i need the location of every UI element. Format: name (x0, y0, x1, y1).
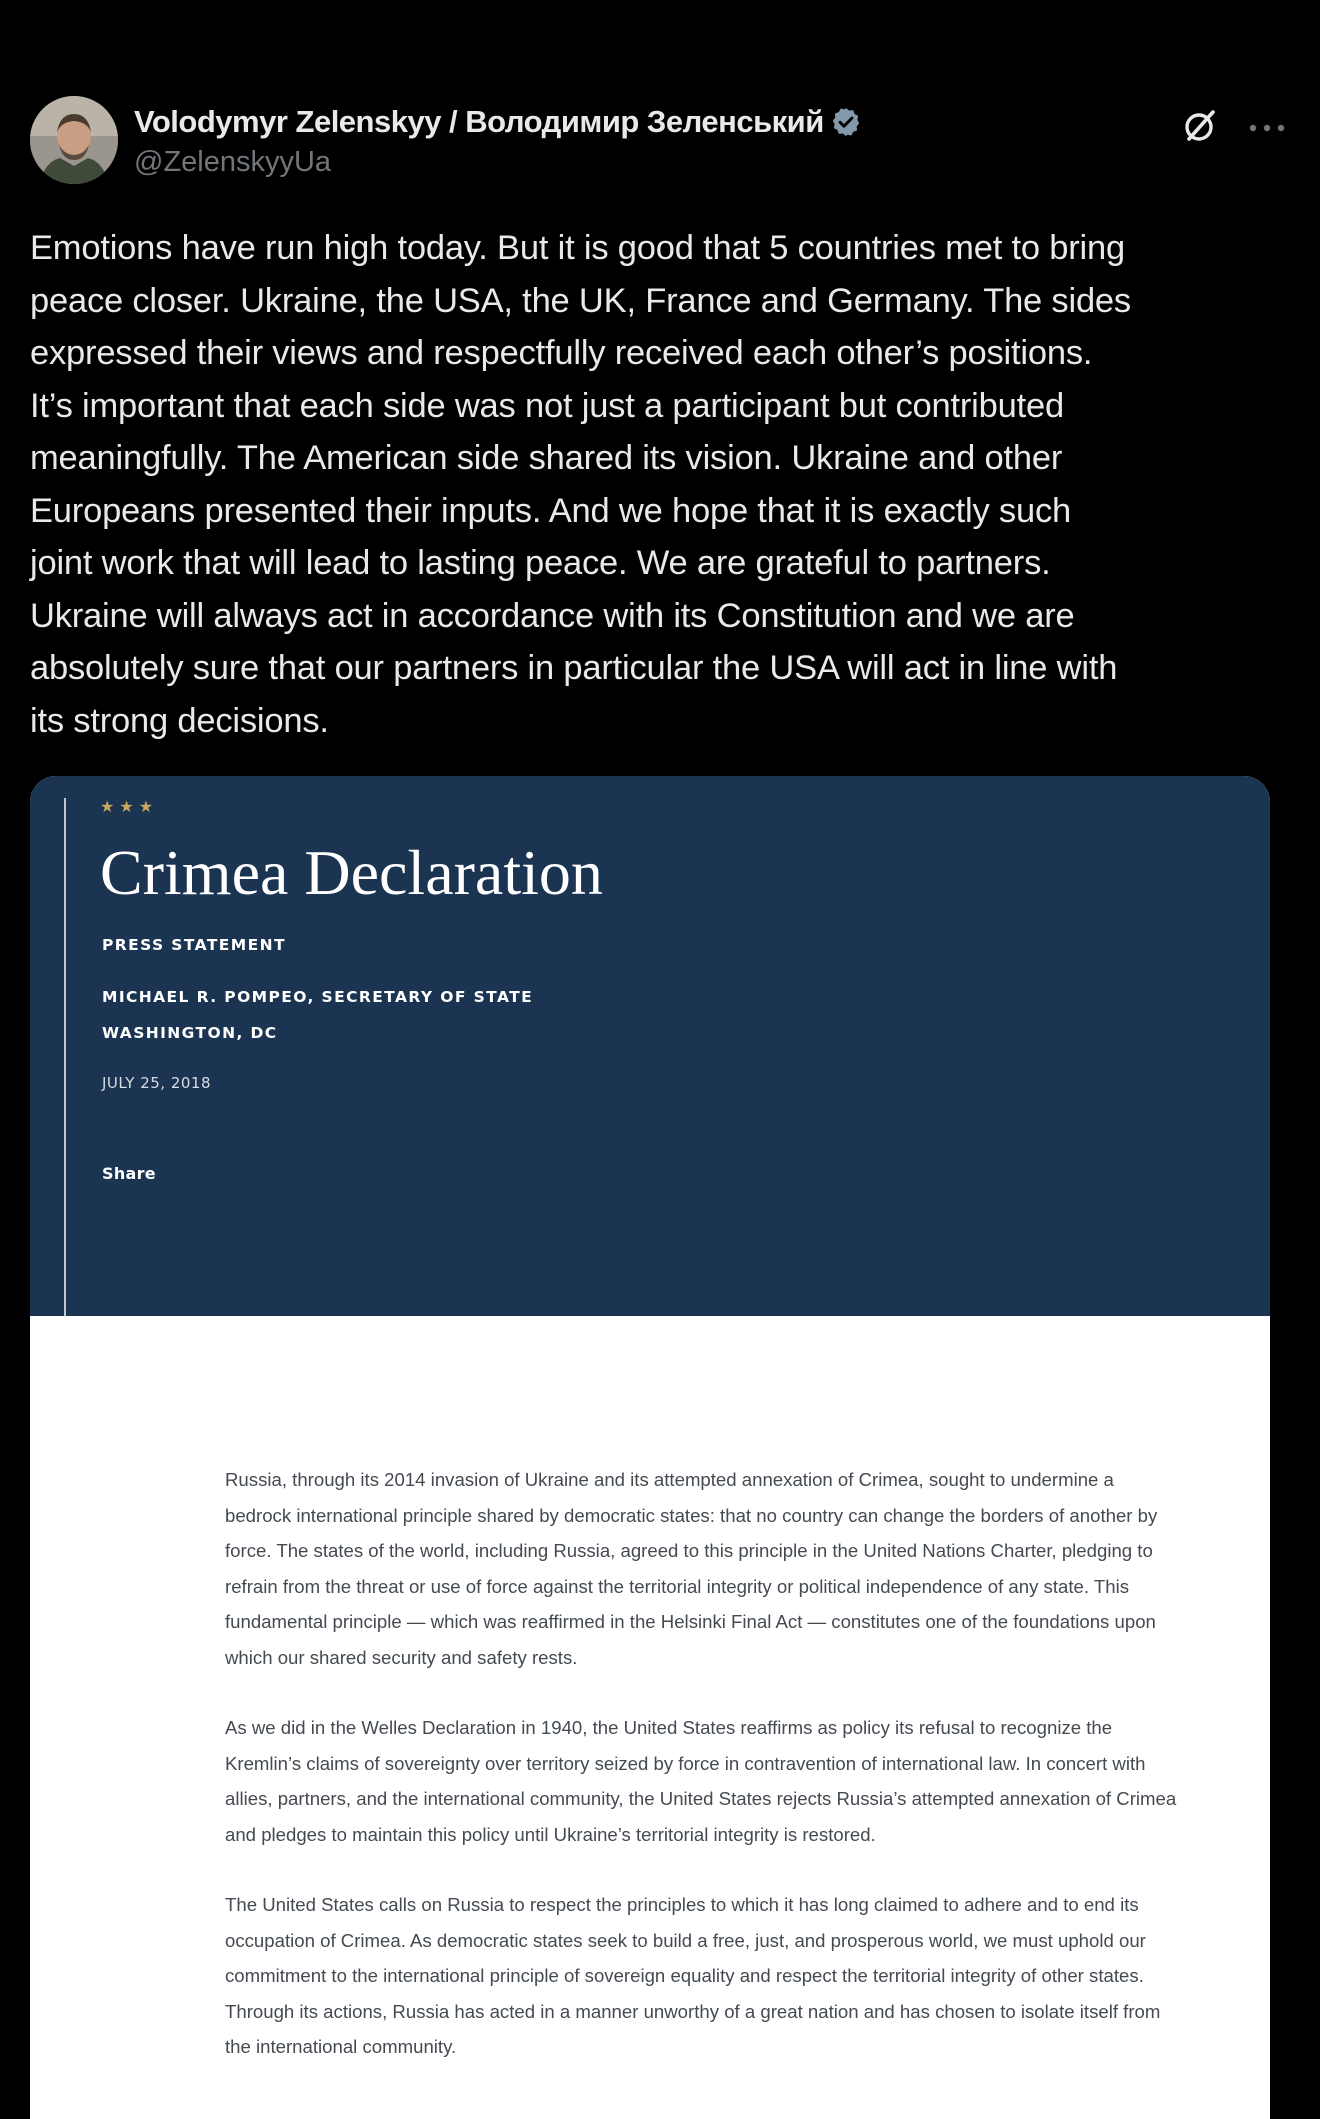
handle[interactable]: @ZelenskyyUa (134, 146, 332, 178)
tweet-media-image[interactable] (30, 776, 1270, 2119)
document-paragraph: The United States calls on Russia to respect the principles to which it has long claimed to adhere and to end its occupation of Crimea. As democratic states seek to build a free, just, and prosperous world, we must uphold our commitment to the international principle of sovereign equality and respect the territorial integrity of other states. Through its actions, Russia has acted in a manner unworthy of a great nation and has chosen to isolate itself from the international community. (225, 1894, 1161, 2057)
document-paragraph: Russia, through its 2014 invasion of Ukraine and its attempted annexation of Crimea, sought to undermine a bedrock international principle shared by democratic states: that no country can change the borders of another by force. The states of the world, including Russia, agreed to this principle in the United Nations Charter, pledging to refrain from the threat or use of force against the territorial integrity or political independence of any state. This fundamental principle — which was reaffirmed in the Helsinki Final Act — constitutes one of the foundations upon which our shared security and safety rests. (225, 1469, 1158, 1668)
display-name-row (134, 102, 862, 142)
document-author: MICHAEL R. POMPEO, SECRETARY OF STATE (102, 988, 534, 1006)
banner-divider (64, 798, 66, 1316)
avatar-image (30, 96, 118, 184)
document-body (225, 1462, 1185, 2100)
grok-icon[interactable] (1180, 106, 1220, 146)
avatar[interactable] (30, 96, 118, 184)
document-title: Crimea Declaration (100, 837, 603, 908)
tweet-header (30, 96, 1290, 188)
stars-ornament: ★★★ (100, 799, 159, 816)
document-share-link: Share (102, 1164, 156, 1183)
document-banner (30, 776, 1270, 1316)
verified-badge-icon[interactable] (830, 106, 862, 138)
author-names (134, 102, 862, 179)
display-name[interactable]: Volodymyr Zelenskyy / Володимир Зеленський (134, 104, 824, 139)
document-location: WASHINGTON, DC (102, 1024, 278, 1042)
more-options-icon[interactable] (1244, 106, 1290, 146)
document-paragraph: As we did in the Welles Declaration in 1940, the United States reaffirms as policy its refusal to recognize the Kremlin’s claims of sovereignty over territory seized by force in contravention of international law. In concert with allies, partners, and the international community, the United States rejects Russia’s attempted annexation of Crimea and pledges to maintain this policy until Ukraine’s territorial integrity is restored. (225, 1717, 1177, 1845)
document-date: JULY 25, 2018 (102, 1074, 211, 1092)
document-type-label: PRESS STATEMENT (102, 936, 286, 954)
tweet-text: Emotions have run high today. But it is good that 5 countries met to bring peace closer. Ukraine, the USA, the UK, France and Germany. The sides expressed their views and respectfully received each other’s positions. It’s important that each side was not just a participant but contributed meaningfully. The American side shared its vision. Ukraine and other Europeans presented their inputs. And we hope that it is exactly such joint work that will lead to lasting peace. We are grateful to partners. Ukraine will always act in accordance with its Constitution and we are absolutely sure that our partners in particular the USA will act in line with its strong decisions. (30, 229, 1131, 740)
